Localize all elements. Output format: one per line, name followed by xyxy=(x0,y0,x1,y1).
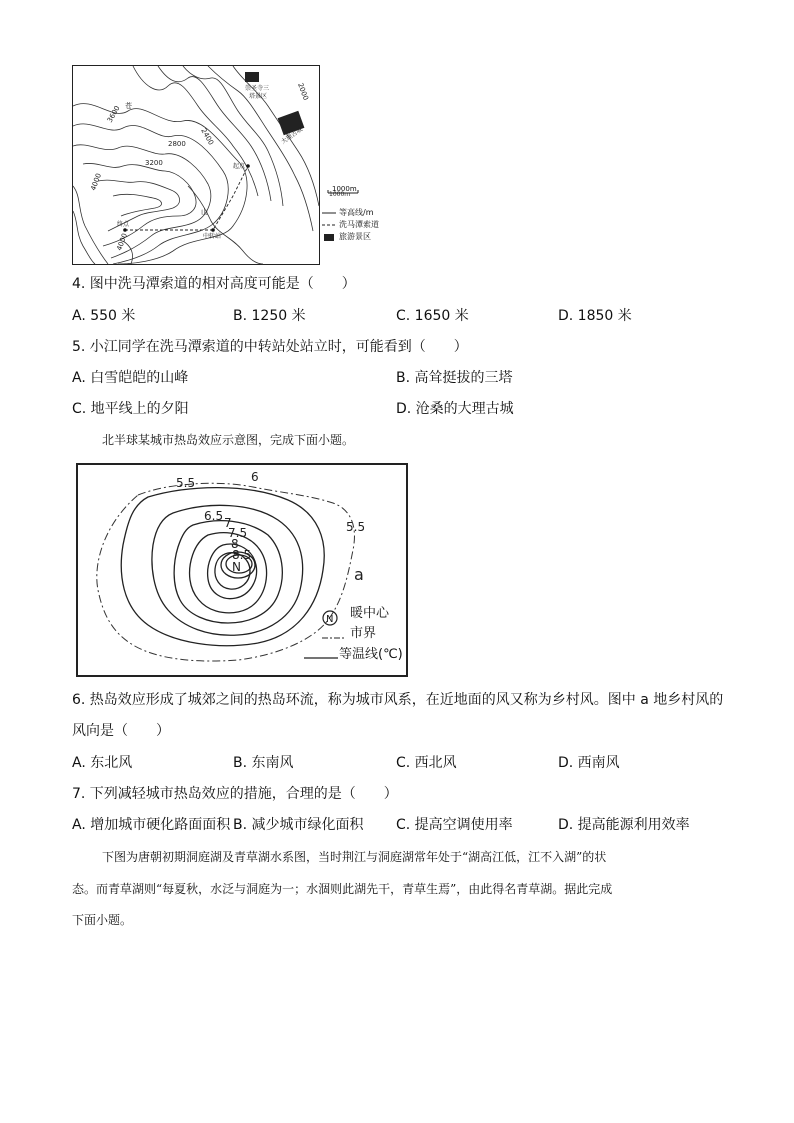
svg-text:起点: 起点 xyxy=(233,163,246,170)
svg-text:2400: 2400 xyxy=(199,127,216,147)
q6-option-a[interactable]: A. 东北风 xyxy=(72,755,133,771)
q4-option-b[interactable]: B. 1250 米 xyxy=(233,308,306,324)
svg-text:3600: 3600 xyxy=(105,104,122,124)
q4-option-c[interactable]: C. 1650 米 xyxy=(396,308,469,324)
q5-option-c[interactable]: C. 地平线上的夕阳 xyxy=(72,401,189,417)
svg-text:N: N xyxy=(326,614,334,625)
heat-island-map xyxy=(76,463,408,677)
svg-text:苍: 苍 xyxy=(125,102,132,110)
q6-option-d[interactable]: D. 西南风 xyxy=(558,755,620,771)
legend-scenic-label: 旅游景区 xyxy=(339,232,371,241)
legend-isotherm: 等温线(℃) xyxy=(339,647,403,662)
legend-contour-label: 等高线/m xyxy=(339,208,374,217)
svg-text:1000m: 1000m xyxy=(329,191,351,198)
topographic-map xyxy=(72,65,351,265)
svg-text:塔景区: 塔景区 xyxy=(249,93,268,100)
svg-text:6.5: 6.5 xyxy=(204,509,224,523)
legend-city-boundary: 市界 xyxy=(350,626,377,641)
svg-text:N: N xyxy=(232,560,241,574)
svg-text:8: 8 xyxy=(231,537,239,551)
q4-option-a[interactable]: A. 550 米 xyxy=(72,308,136,324)
intro-dongting-line1: 下图为唐朝初期洞庭湖及青草湖水系图，当时荆江与洞庭湖常年处于“湖高江低，江不入湖”的状 xyxy=(102,850,607,864)
svg-text:4000: 4000 xyxy=(115,232,129,252)
q6-option-c[interactable]: C. 西北风 xyxy=(396,755,457,771)
intro-dongting-line3: 下面小题。 xyxy=(72,913,133,927)
svg-text:终点: 终点 xyxy=(117,221,130,228)
svg-text:8.5: 8.5 xyxy=(232,548,252,562)
q7-option-b[interactable]: B. 减少城市绿化面积 xyxy=(233,817,364,833)
intro-heat-island: 北半球某城市热岛效应示意图，完成下面小题。 xyxy=(102,433,355,447)
svg-text:中转站: 中转站 xyxy=(203,233,222,240)
q7-option-c[interactable]: C. 提高空调使用率 xyxy=(396,817,513,833)
q7-option-d[interactable]: D. 提高能源利用效率 xyxy=(558,817,690,833)
svg-text:2800: 2800 xyxy=(168,140,186,148)
q5-stem: 5. 小江同学在洗马潭索道的中转站处站立时，可能看到（ ） xyxy=(72,339,468,355)
svg-text:6: 6 xyxy=(251,470,259,484)
legend-warm-center: 暖中心 xyxy=(350,606,390,621)
svg-text:7: 7 xyxy=(224,516,232,530)
svg-text:7.5: 7.5 xyxy=(228,526,248,540)
q7-option-a[interactable]: A. 增加城市硬化路面面积 xyxy=(72,817,231,833)
legend-cableway-label: 洗马潭索道 xyxy=(339,220,379,229)
q6-stem-line2: 风向是（ ） xyxy=(72,723,170,739)
svg-text:山: 山 xyxy=(201,208,208,216)
q7-stem: 7. 下列减轻城市热岛效应的措施，合理的是（ ） xyxy=(72,786,398,802)
q5-option-b[interactable]: B. 高耸挺拔的三塔 xyxy=(396,370,513,386)
svg-text:4000: 4000 xyxy=(89,172,103,192)
intro-dongting-line2: 态。而青草湖则“每夏秋，水泛与洞庭为一；水涸则此湖先干，青草生焉”，由此得名青草湖。据此完成 xyxy=(72,882,613,896)
q5-option-a[interactable]: A. 白雪皑皑的山峰 xyxy=(72,370,189,386)
q5-option-d[interactable]: D. 沧桑的大理古城 xyxy=(396,401,514,417)
q4-option-d[interactable]: D. 1850 米 xyxy=(558,308,632,324)
scale-bar-label: 1000m xyxy=(332,185,357,193)
heat-island-svg xyxy=(78,465,406,675)
svg-text:5.5: 5.5 xyxy=(176,476,196,490)
q6-stem-line1: 6. 热岛效应形成了城郊之间的热岛环流，称为城市风系，在近地面的风又称为乡村风。图中 a 地乡村风的 xyxy=(72,692,724,708)
q6-option-b[interactable]: B. 东南风 xyxy=(233,755,294,771)
topographic-map-svg xyxy=(73,66,351,264)
svg-text:a: a xyxy=(354,565,364,584)
q4-stem: 4. 图中洗马潭索道的相对高度可能是（ ） xyxy=(72,276,356,292)
svg-text:2000: 2000 xyxy=(296,81,310,102)
svg-text:崇圣寺三: 崇圣寺三 xyxy=(245,85,270,92)
svg-text:5.5: 5.5 xyxy=(346,520,366,534)
svg-text:大理古城: 大理古城 xyxy=(280,126,304,146)
svg-text:3200: 3200 xyxy=(145,159,163,167)
